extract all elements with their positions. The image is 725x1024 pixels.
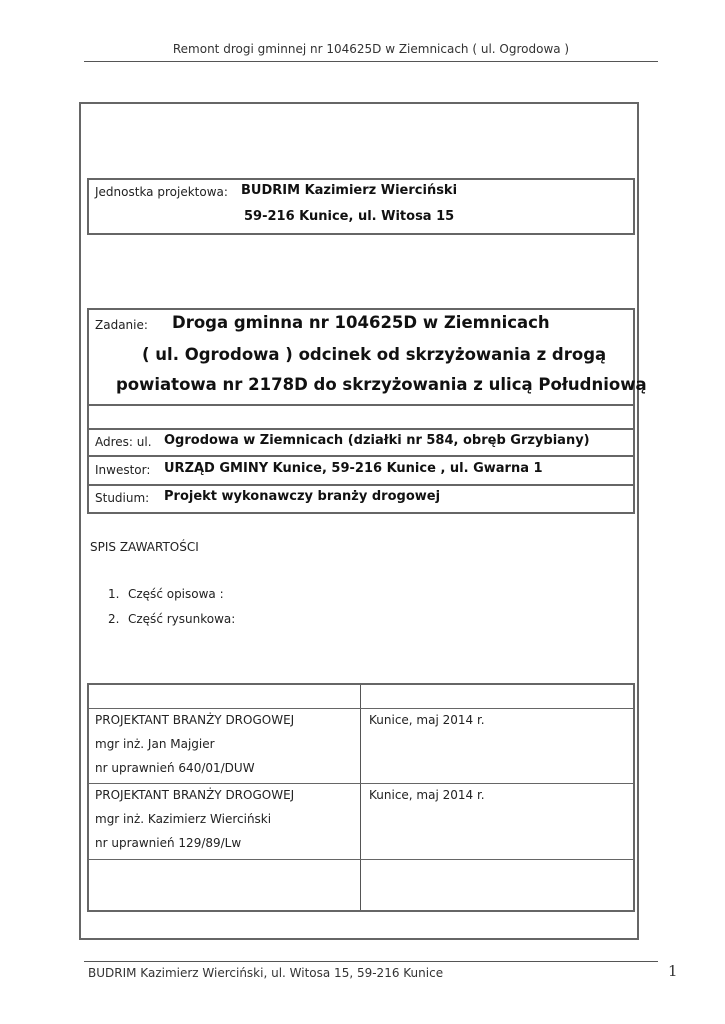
row-divider bbox=[89, 455, 633, 457]
spis-item-number: 1. bbox=[108, 587, 120, 601]
jednostka-name: BUDRIM Kazimierz Wierciński bbox=[241, 183, 458, 198]
spis-item-text: Część opisowa : bbox=[128, 587, 224, 601]
row-divider bbox=[89, 404, 633, 406]
spis-item-number: 2. bbox=[108, 612, 120, 626]
studium-value: Projekt wykonawczy branży drogowej bbox=[164, 489, 441, 504]
zadanie-label: Zadanie: bbox=[95, 318, 148, 332]
page-header: Remont drogi gminnej nr 104625D w Ziemnicach ( ul. Ogrodowa ) bbox=[172, 42, 570, 56]
footer-divider bbox=[84, 961, 658, 962]
jednostka-box bbox=[87, 178, 635, 235]
inwestor-label: Inwestor: bbox=[95, 463, 151, 477]
signature-role: PROJEKTANT BRANŻY DROGOWEJ bbox=[95, 713, 295, 727]
inwestor-value: URZĄD GMINY Kunice, 59-216 Kunice , ul. Gwarna 1 bbox=[164, 461, 543, 476]
signature-name: mgr inż. Kazimierz Wierciński bbox=[95, 812, 272, 826]
signature-date: Kunice, maj 2014 r. bbox=[369, 788, 485, 802]
row-divider bbox=[89, 708, 633, 709]
signature-license: nr uprawnień 129/89/Lw bbox=[95, 836, 242, 850]
project-details-table bbox=[87, 308, 647, 514]
spis-title: SPIS ZAWARTOŚCI bbox=[90, 540, 199, 554]
jednostka-address: 59-216 Kunice, ul. Witosa 15 bbox=[244, 209, 455, 224]
row-divider bbox=[89, 484, 633, 486]
adres-value: Ogrodowa w Ziemnicach (działki nr 584, obręb Grzybiany) bbox=[164, 433, 590, 448]
row-divider bbox=[89, 428, 633, 430]
title-page-frame bbox=[79, 102, 647, 940]
zadanie-line-1: Droga gminna nr 104625D w Ziemnicach bbox=[172, 313, 550, 332]
zadanie-line-2: ( ul. Ogrodowa ) odcinek od skrzyżowania z drogą bbox=[142, 345, 607, 364]
signature-table bbox=[87, 683, 635, 912]
signature-name: mgr inż. Jan Majgier bbox=[95, 737, 215, 751]
signature-license: nr uprawnień 640/01/DUW bbox=[95, 761, 255, 775]
signature-role: PROJEKTANT BRANŻY DROGOWEJ bbox=[95, 788, 295, 802]
spis-item-text: Część rysunkowa: bbox=[128, 612, 236, 626]
jednostka-label: Jednostka projektowa: bbox=[95, 185, 228, 199]
zadanie-line-3: powiatowa nr 2178D do skrzyżowania z ulicą Południową bbox=[116, 375, 647, 394]
header-divider bbox=[84, 61, 658, 62]
adres-label: Adres: ul. bbox=[95, 435, 152, 449]
studium-label: Studium: bbox=[95, 491, 150, 505]
column-divider bbox=[360, 685, 361, 910]
page-footer: BUDRIM Kazimierz Wierciński, ul. Witosa 15, 59-216 Kunice bbox=[88, 966, 444, 980]
row-divider bbox=[89, 859, 633, 860]
row-divider bbox=[89, 783, 633, 784]
signature-date: Kunice, maj 2014 r. bbox=[369, 713, 485, 727]
page-number: 1 bbox=[668, 962, 678, 980]
